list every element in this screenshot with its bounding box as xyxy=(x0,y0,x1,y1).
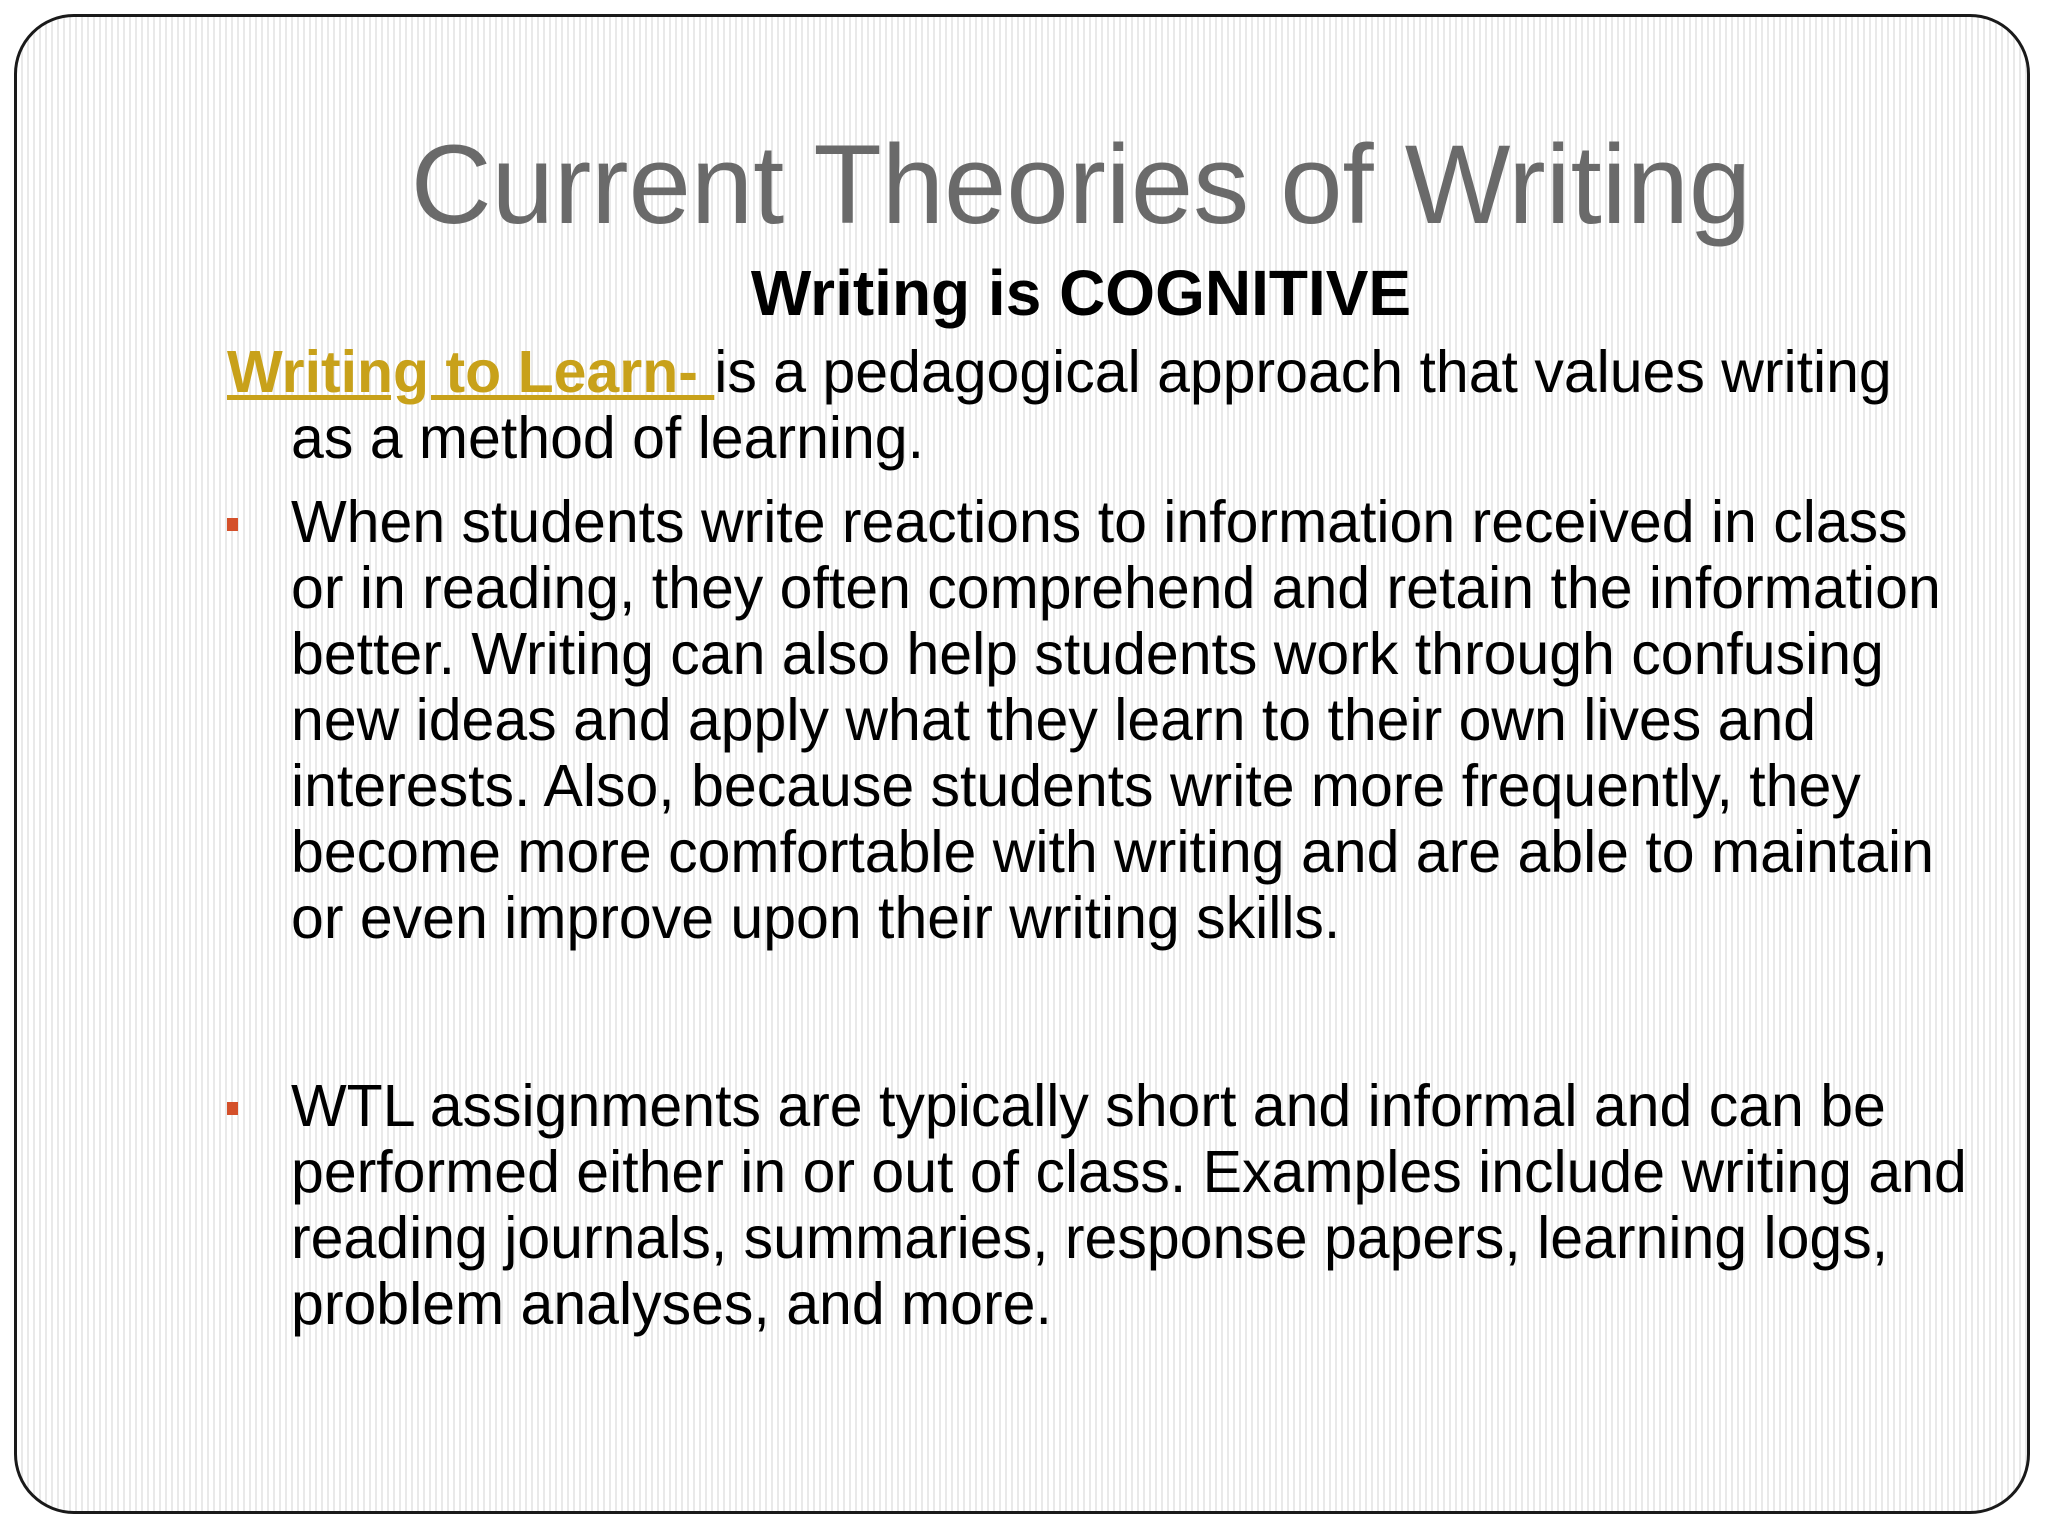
writing-to-learn-link[interactable]: Writing to Learn- xyxy=(227,339,715,405)
intro-text: is a pedagogical approach that values writing as a method of learning. xyxy=(291,339,1892,471)
bullet-item xyxy=(227,489,1967,951)
bullet-text: When students write reactions to information received in class or in reading, they often comprehend and retain the information better. Writing can also help students work through confusing new ideas and apply what they learn to their own lives and interests. Also, because students write more frequently, they become more comfortable with writing and are able to maintain or even improve upon their writing skills. xyxy=(291,489,1941,951)
slide-title: Current Theories of Writing xyxy=(410,122,1752,247)
square-bullet-icon xyxy=(227,518,238,531)
slide-body xyxy=(227,339,1967,1337)
slide-subtitle: Writing is COGNITIVE xyxy=(750,257,1412,329)
slide-frame xyxy=(14,14,2030,1514)
bullet-item xyxy=(227,1073,1967,1337)
bullet-text: WTL assignments are typically short and informal and can be performed either in or out of class. Examples include writing and reading journals, summaries, response papers, learning logs, problem analyses, and more. xyxy=(291,1073,1967,1337)
intro-paragraph xyxy=(227,339,1967,471)
square-bullet-icon xyxy=(227,1102,238,1115)
